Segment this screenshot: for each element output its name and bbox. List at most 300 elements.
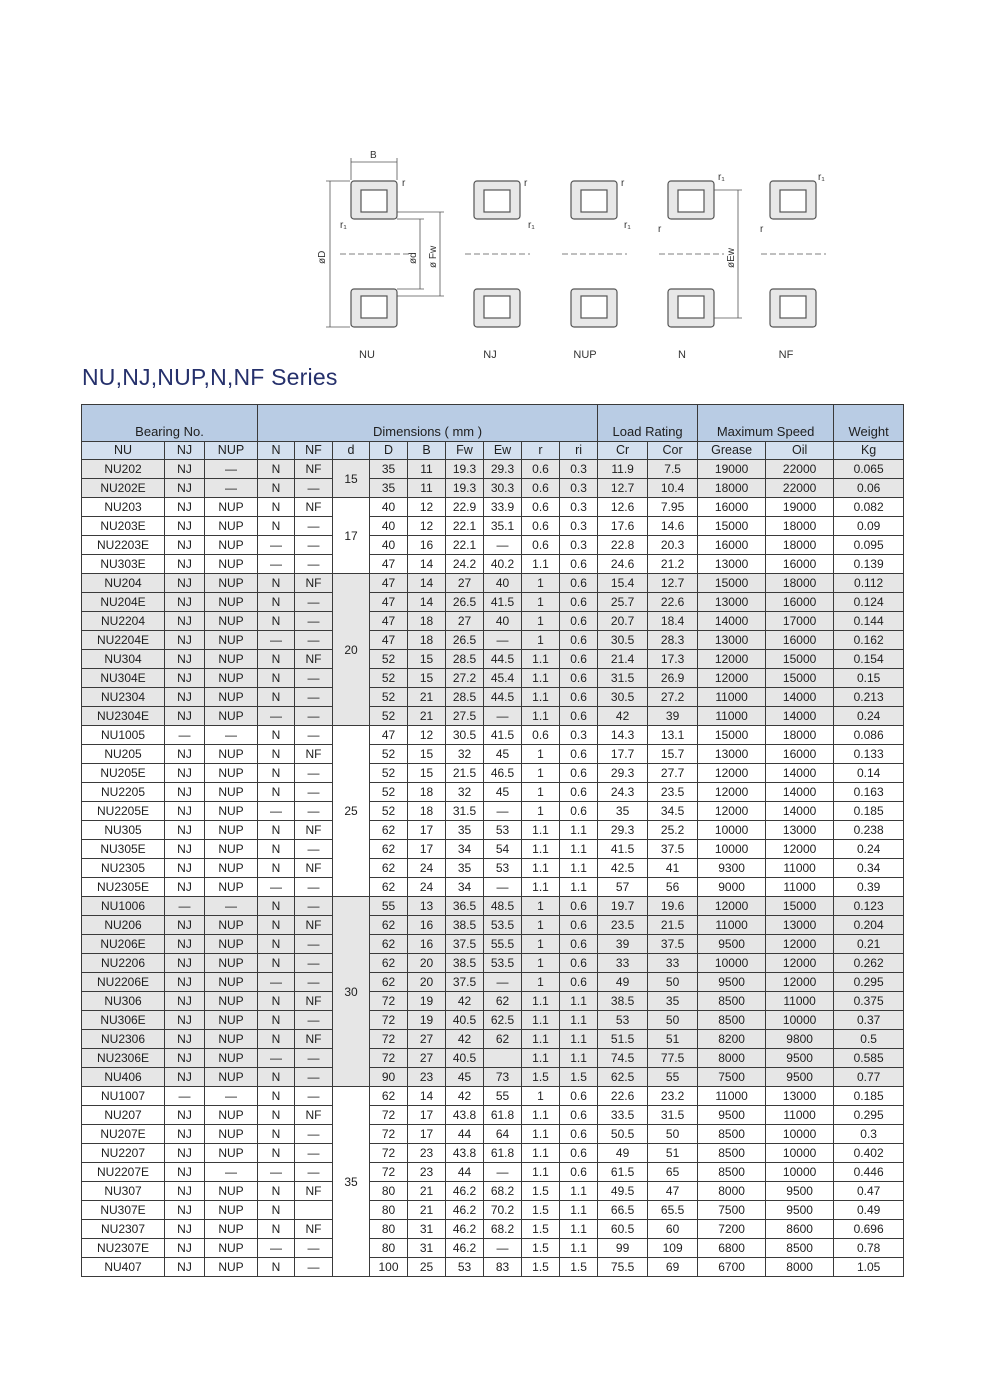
table-cell: NF [295,1030,333,1049]
table-cell: 1.1 [522,1144,560,1163]
table-cell: N [258,1106,295,1125]
table-cell: 27.5 [446,707,484,726]
table-cell: N [258,897,295,916]
table-cell: NU407 [82,1258,165,1277]
table-cell: 24.2 [446,555,484,574]
table-cell: NUP [205,1106,258,1125]
table-cell: — [295,840,333,859]
header-max-speed: Maximum Speed [698,405,834,442]
table-cell: — [295,1163,333,1182]
table-cell: NF [295,992,333,1011]
table-cell: 51 [648,1030,698,1049]
table-cell: 52 [370,764,408,783]
table-cell: 45 [484,783,522,802]
table-cell: NJ [165,1106,205,1125]
table-cell: N [258,992,295,1011]
table-cell: — [205,897,258,916]
table-cell: 53 [484,821,522,840]
header-load-rating: Load Rating [598,405,698,442]
table-cell: 60 [648,1220,698,1239]
table-cell: 1.1 [522,1125,560,1144]
table-cell: 0.6 [522,517,560,536]
table-cell: 41.5 [598,840,648,859]
table-row [82,878,904,897]
table-row [82,859,904,878]
table-cell: NUP [205,1182,258,1201]
table-cell: 1.5 [522,1239,560,1258]
column-header: B [408,442,446,460]
table-cell: 17.3 [648,650,698,669]
table-cell: 48.5 [484,897,522,916]
table-row [82,707,904,726]
table-cell: 24.3 [598,783,648,802]
table-cell: 61.8 [484,1144,522,1163]
table-cell: 1 [522,764,560,783]
table-cell: 1 [522,954,560,973]
table-cell: 1.1 [522,878,560,897]
table-cell: NJ [165,1201,205,1220]
table-cell: 22000 [766,479,834,498]
table-cell: 0.6 [560,1106,598,1125]
table-cell: 17 [408,821,446,840]
table-cell: 83 [484,1258,522,1277]
table-cell: NUP [205,821,258,840]
table-cell: 1.1 [522,840,560,859]
table-cell: N [258,821,295,840]
table-cell: 14000 [766,783,834,802]
table-cell: 27 [446,574,484,593]
table-cell: NUP [205,1220,258,1239]
table-cell: 19.3 [446,479,484,498]
table-cell: 7500 [698,1068,766,1087]
table-cell: NU1007 [82,1087,165,1106]
table-cell: 23 [408,1068,446,1087]
table-cell: NJ [165,916,205,935]
table-cell: 44.5 [484,650,522,669]
table-cell: NJ [165,745,205,764]
table-cell: 0.39 [834,878,904,897]
table-cell: 1 [522,745,560,764]
table-cell: 38.5 [598,992,648,1011]
table-cell: 61.5 [598,1163,648,1182]
table-cell: 30.5 [598,688,648,707]
table-cell: 34 [446,840,484,859]
table-cell: NUP [205,745,258,764]
table-cell: NU2203E [82,536,165,555]
table-cell: NJ [165,1163,205,1182]
table-cell: 40 [484,612,522,631]
table-cell: 1.1 [522,992,560,1011]
table-cell: NU2307E [82,1239,165,1258]
table-cell: 61.8 [484,1106,522,1125]
table-cell: 9500 [698,935,766,954]
column-header: Cr [598,442,648,460]
table-cell: 49.5 [598,1182,648,1201]
table-cell: 0.375 [834,992,904,1011]
series-title: NU,NJ,NUP,N,NF Series [82,364,338,390]
table-cell: 10000 [766,1125,834,1144]
table-cell: 40.5 [446,1011,484,1030]
table-cell: 0.295 [834,1106,904,1125]
table-cell: 28.3 [648,631,698,650]
table-cell: — [295,669,333,688]
table-cell: — [258,707,295,726]
table-cell: 19.3 [446,460,484,479]
table-cell: 33.5 [598,1106,648,1125]
table-cell: 11000 [766,1106,834,1125]
table-cell: 0.6 [560,764,598,783]
table-cell: 69 [648,1258,698,1277]
table-cell: 41.5 [484,726,522,745]
table-cell: 8000 [698,1182,766,1201]
table-cell: 12000 [698,897,766,916]
table-cell: 0.6 [522,479,560,498]
table-cell: 52 [370,802,408,821]
table-cell: 39 [648,707,698,726]
table-cell: — [295,1144,333,1163]
table-cell: 70.2 [484,1201,522,1220]
table-cell: — [295,1125,333,1144]
table-cell: 47 [370,631,408,650]
table-cell: N [258,669,295,688]
table-cell: 31.5 [598,669,648,688]
table-cell: 0.6 [560,669,598,688]
table-cell: 1.1 [560,992,598,1011]
table-cell: 36.5 [446,897,484,916]
type-label-n: N [678,349,686,361]
table-cell: 52 [370,745,408,764]
table-cell: NU303E [82,555,165,574]
table-row [82,1049,904,1068]
dim-label-ew: øEw [726,248,737,268]
table-cell: — [205,1163,258,1182]
table-cell: 55 [484,1087,522,1106]
table-cell: 46.2 [446,1239,484,1258]
table-cell: 18 [408,612,446,631]
table-cell: 0.6 [560,954,598,973]
table-cell: 1 [522,1087,560,1106]
table-cell: 0.5 [834,1030,904,1049]
table-cell: NF [295,650,333,669]
table-cell: 20 [408,973,446,992]
table-cell: 1.5 [560,1068,598,1087]
table-cell: 0.77 [834,1068,904,1087]
table-cell: 20 [408,954,446,973]
table-cell: 53.5 [484,954,522,973]
table-cell: 65 [648,1163,698,1182]
table-row [82,1068,904,1087]
table-cell: 1.5 [522,1258,560,1277]
table-cell: 55.5 [484,935,522,954]
table-cell: 0.6 [560,574,598,593]
table-cell: 72 [370,1125,408,1144]
table-cell: — [165,897,205,916]
n-label-r1: r₁ [718,172,725,183]
table-cell: 13000 [766,916,834,935]
table-cell: — [295,802,333,821]
table-cell: 15.4 [598,574,648,593]
table-cell: 1 [522,897,560,916]
table-row [82,745,904,764]
table-cell: 0.3 [560,726,598,745]
table-row [82,1106,904,1125]
table-cell: NF [295,1106,333,1125]
table-cell: NJ [165,574,205,593]
table-cell: 0.086 [834,726,904,745]
table-cell: NU2207E [82,1163,165,1182]
table-cell: 0.065 [834,460,904,479]
column-header: d [333,442,370,460]
table-cell: 7.5 [648,460,698,479]
table-cell: — [295,726,333,745]
table-cell: 12 [408,517,446,536]
table-cell: NU2304E [82,707,165,726]
table-cell: N [258,460,295,479]
table-cell: — [295,536,333,555]
table-cell: 32 [446,783,484,802]
table-cell: — [295,764,333,783]
table-cell: 23.5 [598,916,648,935]
table-cell: 22.1 [446,536,484,555]
table-cell: NUP [205,1049,258,1068]
table-cell: NUP [205,992,258,1011]
table-cell: 12.6 [598,498,648,517]
table-cell: 53.5 [484,916,522,935]
table-cell: N [258,1144,295,1163]
table-row [82,574,904,593]
table-cell: NJ [165,802,205,821]
table-cell: 13000 [698,631,766,650]
table-cell: N [258,1201,295,1220]
table-cell: 14 [408,574,446,593]
table-cell: N [258,1087,295,1106]
nf-label-r: r [760,224,764,235]
table-cell: 13000 [698,555,766,574]
table-cell: 17 [408,840,446,859]
table-cell: NF [295,745,333,764]
table-cell: 9000 [698,878,766,897]
table-cell: NU306E [82,1011,165,1030]
table-cell: 0.262 [834,954,904,973]
table-cell: 38.5 [446,916,484,935]
table-cell: 1.1 [522,1030,560,1049]
table-cell: 0.6 [560,935,598,954]
table-cell: N [258,650,295,669]
table-cell: 22.8 [598,536,648,555]
table-cell: NU204E [82,593,165,612]
header-bearing-no: Bearing No. [82,405,258,442]
table-cell: 73 [484,1068,522,1087]
table-cell: 39 [598,935,648,954]
table-cell: 1.1 [560,1201,598,1220]
table-cell: NUP [205,802,258,821]
table-cell: 53 [484,859,522,878]
table-cell: NJ [165,1220,205,1239]
column-header: Kg [834,442,904,460]
table-cell: 1.1 [522,1163,560,1182]
table-cell: NU2206E [82,973,165,992]
table-cell: 62.5 [484,1011,522,1030]
table-cell: 1.1 [560,840,598,859]
table-cell: NF [295,916,333,935]
table-cell: 1.1 [522,707,560,726]
table-cell: NJ [165,593,205,612]
table-cell: NU2205 [82,783,165,802]
table-cell: 72 [370,1049,408,1068]
table-cell: 42.5 [598,859,648,878]
table-cell: 9500 [766,1068,834,1087]
table-row [82,973,904,992]
table-cell: — [295,1011,333,1030]
table-cell: 0.6 [560,1163,598,1182]
table-cell: 25.2 [648,821,698,840]
table-cell: — [295,555,333,574]
table-cell: 42 [446,1087,484,1106]
table-cell: NJ [165,821,205,840]
table-cell: 20.7 [598,612,648,631]
table-cell: 22.1 [446,517,484,536]
table-cell: 12000 [698,783,766,802]
table-row [82,821,904,840]
table-row [82,1144,904,1163]
table-row [82,897,904,916]
table-cell: 14000 [698,612,766,631]
table-cell: — [205,460,258,479]
table-cell: 40 [370,498,408,517]
table-cell: 27 [408,1049,446,1068]
table-cell: NJ [165,1030,205,1049]
table-cell: 0.6 [560,897,598,916]
table-cell: 0.163 [834,783,904,802]
table-cell: 0.185 [834,1087,904,1106]
table-cell: 42 [446,1030,484,1049]
table-cell: 30.5 [446,726,484,745]
table-cell: — [258,973,295,992]
table-cell: NU2306E [82,1049,165,1068]
table-cell: 12.7 [598,479,648,498]
column-header: Cor [648,442,698,460]
table-cell: NU1006 [82,897,165,916]
table-cell: 24 [408,859,446,878]
table-cell: 77.5 [648,1049,698,1068]
table-cell: 1.05 [834,1258,904,1277]
table-cell: 1.5 [560,1258,598,1277]
table-cell: NF [295,460,333,479]
table-cell: 50 [648,973,698,992]
table-cell: NF [295,859,333,878]
table-cell: 8000 [766,1258,834,1277]
table-cell: — [295,783,333,802]
table-cell: 6800 [698,1239,766,1258]
table-cell: 75.5 [598,1258,648,1277]
table-cell: 12 [408,726,446,745]
table-cell: 68.2 [484,1220,522,1239]
table-cell: 12000 [766,973,834,992]
table-cell: NUP [205,859,258,878]
table-cell: 33 [598,954,648,973]
n-label-r: r [658,224,662,235]
table-cell: 29.3 [598,764,648,783]
table-cell: NJ [165,498,205,517]
column-header: D [370,442,408,460]
table-cell: NJ [165,536,205,555]
table-cell: 1.1 [560,1220,598,1239]
table-cell: 1.1 [522,555,560,574]
table-cell: 0.3 [560,517,598,536]
table-cell: NU202E [82,479,165,498]
table-cell: 24 [408,878,446,897]
table-cell: — [205,726,258,745]
table-cell: N [258,1182,295,1201]
table-cell: 28.5 [446,688,484,707]
table-cell: NUP [205,574,258,593]
table-cell: 27 [408,1030,446,1049]
table-cell: 23.2 [648,1087,698,1106]
table-cell: 9500 [698,973,766,992]
table-cell: 72 [370,1011,408,1030]
table-cell: 14.6 [648,517,698,536]
table-cell: NU2304 [82,688,165,707]
table-cell: 0.6 [560,1125,598,1144]
table-cell: 16000 [766,593,834,612]
table-cell: 0.34 [834,859,904,878]
table-cell: 0.6 [560,612,598,631]
table-cell: 37.5 [648,840,698,859]
table-cell: 50 [648,1011,698,1030]
dim-label-d: ød [408,252,419,264]
table-cell: 62 [370,878,408,897]
table-cell: 0.6 [522,460,560,479]
table-cell: 66.5 [598,1201,648,1220]
table-cell: — [258,802,295,821]
table-cell: NJ [165,1144,205,1163]
table-cell: NJ [165,612,205,631]
table-cell: — [295,1087,333,1106]
table-cell: 53 [446,1258,484,1277]
table-cell: 0.15 [834,669,904,688]
table-cell: NJ [165,1011,205,1030]
table-cell: 0.6 [560,973,598,992]
table-row [82,783,904,802]
table-cell: 17 [408,1125,446,1144]
table-cell: — [258,1049,295,1068]
table-cell: 19 [408,992,446,1011]
table-cell: NJ [165,935,205,954]
table-row [82,479,904,498]
table-cell: NUP [205,935,258,954]
table-cell: 33.9 [484,498,522,517]
table-cell: N [258,954,295,973]
column-header: NUP [205,442,258,460]
table-cell: 1 [522,612,560,631]
table-cell: 62 [370,859,408,878]
table-cell: 37.5 [648,935,698,954]
table-cell: — [258,1239,295,1258]
table-cell: N [258,745,295,764]
table-cell: 15000 [766,897,834,916]
table-cell: 17.6 [598,517,648,536]
table-cell: NF [295,1182,333,1201]
table-cell: NJ [165,631,205,650]
table-cell: — [205,479,258,498]
table-cell: 0.402 [834,1144,904,1163]
table-cell: 0.213 [834,688,904,707]
table-cell: NU2307 [82,1220,165,1239]
table-cell: 1 [522,574,560,593]
table-cell: NU2205E [82,802,165,821]
table-cell: 1.1 [560,878,598,897]
table-cell: 1 [522,783,560,802]
